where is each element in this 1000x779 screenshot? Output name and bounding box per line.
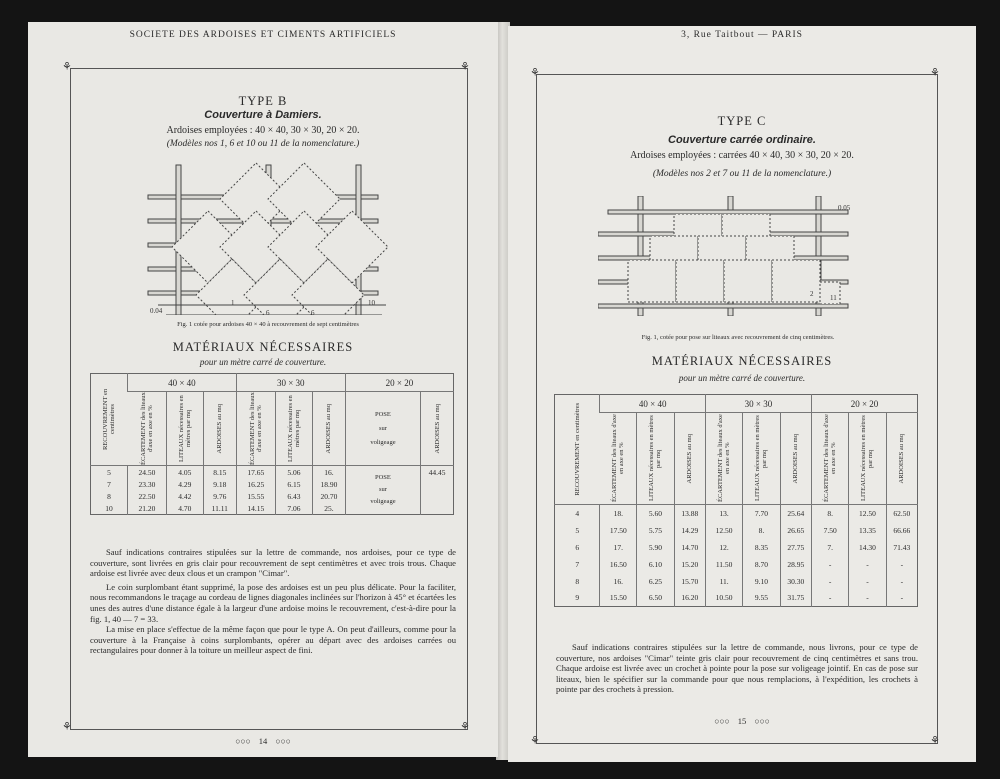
page-number: 15: [737, 716, 747, 726]
table-row: 9 15.50 6.50 16.20 10.50 9.55 31.75 - - -: [555, 590, 918, 607]
right-materials-table: [554, 394, 918, 607]
damier-roof-diagram: [146, 155, 404, 315]
col-pose-header: POSE sur voligeage: [345, 392, 420, 466]
col-ecartement: ÉCARTEMENT des liteaux d'axe en axe en %: [611, 414, 626, 503]
col-ardoises: ARDOISES au mq: [421, 392, 454, 466]
corner-ornament-icon: ⚘: [460, 721, 470, 733]
right-running-head: 3, Rue Taitbout — PARIS: [681, 30, 803, 40]
col-liteaux: LITEAUX nécessaires en mètres par mq: [849, 413, 886, 505]
folio-ornament-icon: ○○○: [754, 716, 770, 726]
left-type-title: TYPE B: [238, 94, 288, 108]
table-row: 6 17. 5.90 14.70 12. 8.35 27.75 7. 14.30 71.43: [555, 539, 918, 556]
svg-text:0.05: 0.05: [838, 204, 851, 212]
col-ecartement: ÉCARTEMENT des liteaux d'axe en axe en %: [139, 392, 154, 465]
left-materials-title: MATÉRIAUX NÉCESSAIRES: [172, 340, 354, 354]
paragraph: Sauf indications contraires stipulées sur la lettre de commande, nos ardoises, pour ce type de couverture, sont livrées en gris clair pour recouvrement de sept centimètres et avec trois trous. Chaque ardoise est livrée avec deux clous et un crampon "Cimar".: [90, 547, 456, 579]
left-ardoises-line: Ardoises employées : 40 × 40, 30 × 30, 20 × 20.: [166, 125, 360, 136]
right-page: [508, 26, 976, 762]
left-folio: [28, 736, 498, 746]
svg-text:2: 2: [810, 290, 814, 298]
svg-text:6: 6: [266, 309, 270, 315]
left-subtitle: Couverture à Damiers.: [204, 109, 322, 121]
table-row: 8 16. 6.25 15.70 11. 9.10 30.30 - - -: [555, 573, 918, 590]
left-body-text: [90, 547, 456, 656]
left-materials-table: [90, 373, 454, 515]
table-row: 4 18. 5.60 13.88 13. 7.70 25.64 8. 12.50 62.50: [555, 505, 918, 522]
col-liteaux: LITEAUX nécessaires en mètres par mq: [637, 413, 674, 505]
col-ardoises: ARDOISES au mq: [886, 413, 917, 505]
group-30: 30 × 30: [705, 395, 811, 413]
corner-ornament-icon: ⚘: [930, 67, 940, 79]
col-ardoises: ARDOISES au mq: [674, 413, 705, 505]
folio-ornament-icon: ○○○: [275, 736, 291, 746]
col-ardoises: ARDOISES au mq: [313, 392, 346, 466]
left-running-head: SOCIETE DES ARDOISES ET CIMENTS ARTIFICIELS: [129, 30, 397, 40]
col-ardoises: ARDOISES au mq: [203, 392, 236, 466]
right-ardoises-line: Ardoises employées : carrées 40 × 40, 30 × 30, 20 × 20.: [630, 150, 854, 161]
col-ardoises: ARDOISES au mq: [780, 413, 811, 505]
right-modeles-line: (Modèles nos 2 et 7 ou 11 de la nomenclature.): [652, 169, 832, 179]
left-modeles-line: (Modèles nos 1, 6 et 10 ou 11 de la nomenclature.): [166, 139, 360, 149]
group-40: 40 × 40: [128, 374, 237, 392]
col-liteaux: LITEAUX nécessaires en mètres par mq: [166, 392, 203, 466]
table-row: 8 22.50 4.42 9.76 15.55 6.43 20.70: [91, 490, 454, 502]
svg-text:11: 11: [830, 294, 837, 302]
right-materials-subtitle: pour un mètre carré de couverture.: [678, 373, 806, 383]
group-20: 20 × 20: [811, 395, 917, 413]
right-materials-title: MATÉRIAUX NÉCESSAIRES: [651, 354, 833, 368]
corner-ornament-icon: ⚘: [530, 67, 540, 79]
svg-text:1: 1: [231, 299, 235, 307]
corner-ornament-icon: ⚘: [530, 735, 540, 747]
group-40: 40 × 40: [600, 395, 706, 413]
paragraph: La mise en place s'effectue de la même façon que pour le type A. On peut d'ailleurs, comme pour la couverture à la Française à coins surplombants, opérer au départ avec des ardoises carrées ou rectangulaires pour donner à la toiture un meilleur aspect de fini.: [90, 624, 456, 656]
right-folio: [508, 716, 976, 726]
folio-ornament-icon: ○○○: [235, 736, 251, 746]
pose-cell: POSE sur voligeage: [345, 466, 420, 515]
left-materials-subtitle: pour un mètre carré de couverture.: [199, 357, 327, 367]
svg-text:6: 6: [311, 309, 315, 315]
ardoises-20-value: 44.45: [421, 466, 454, 479]
col-liteaux: LITEAUX nécessaires en mètres par mq: [743, 413, 780, 505]
corner-ornament-icon: ⚘: [460, 61, 470, 73]
right-body-text: [556, 642, 918, 695]
corner-ornament-icon: ⚘: [62, 721, 72, 733]
table-row: 7 16.50 6.10 15.20 11.50 8.70 28.95 - - -: [555, 556, 918, 573]
square-roof-diagram: [598, 196, 858, 316]
folio-ornament-icon: ○○○: [714, 716, 730, 726]
group-30: 30 × 30: [236, 374, 345, 392]
right-type-title: TYPE C: [717, 114, 767, 128]
corner-ornament-icon: ⚘: [62, 61, 72, 73]
svg-text:10: 10: [368, 299, 375, 307]
table-row: 5 17.50 5.75 14.29 12.50 8. 26.65 7.50 13.35 66.66: [555, 522, 918, 539]
left-page: [28, 22, 498, 757]
recouvrement-header: RECOUVREMENT en centimètres: [555, 395, 600, 505]
right-figure-caption: Fig. 1, cotée pour pose sur liteaux avec recouvrement de cinq centimètres.: [641, 334, 835, 341]
recouvrement-header: RECOUVREMENT en centimètres: [91, 374, 128, 466]
col-ecartement: ÉCARTEMENT des liteaux d'axe en axe en %: [811, 413, 848, 505]
page-number: 14: [258, 736, 268, 746]
table-row: 7 23.30 4.29 9.18 16.25 6.15 18.90: [91, 478, 454, 490]
col-ecartement: ÉCARTEMENT des liteaux d'axe en axe en %: [705, 413, 742, 505]
corner-ornament-icon: ⚘: [930, 735, 940, 747]
col-liteaux: LITEAUX nécessaires en mètres par mq: [275, 392, 312, 466]
right-subtitle: Couverture carrée ordinaire.: [668, 134, 816, 146]
table-row: 5 24.50 4.05 8.15 17.65 5.06 16. POSE sur voligeage 44.45: [91, 466, 454, 479]
paragraph: Le coin surplombant étant supprimé, la pose des ardoises est un peu plus délicate. Pour la faciliter, nous recommandons le traçage au cordeau de lignes diagonales inclinées sur l'horizon à 45° et écartées les unes des autres d'une distance égale à la largeur d'une ardoise moins le recouvrement, c'est-à-dire pour la fig. 1, 40 — 7 = 33.: [90, 581, 456, 624]
left-figure-caption: Fig. 1 cotée pour ardoises 40 × 40 à recouvrement de sept centimètres: [177, 321, 359, 328]
svg-text:0.04: 0.04: [150, 307, 163, 315]
col-ecartement: ÉCARTEMENT des liteaux d'axe en axe en %: [236, 392, 275, 466]
table-row: 10 21.20 4.70 11.11 14.15 7.06 25.: [91, 502, 454, 515]
paragraph: Sauf indications contraires stipulées sur la lettre de commande, nous livrons, pour ce type de couverture, nos ardoises "Cimar" teinte gris clair pour recouvrement de cinq centimètres et sans trou. Chaque ardoise est livrée avec un crochet à pointe pour la pose sur voligeage jointif. En cas de pose sur liteaux, bien le spécifier sur la commande pour que nous remplacions, à l'expédition, les crochets à pointe par des crochets à pression.: [556, 642, 918, 695]
group-20: 20 × 20: [345, 374, 453, 392]
